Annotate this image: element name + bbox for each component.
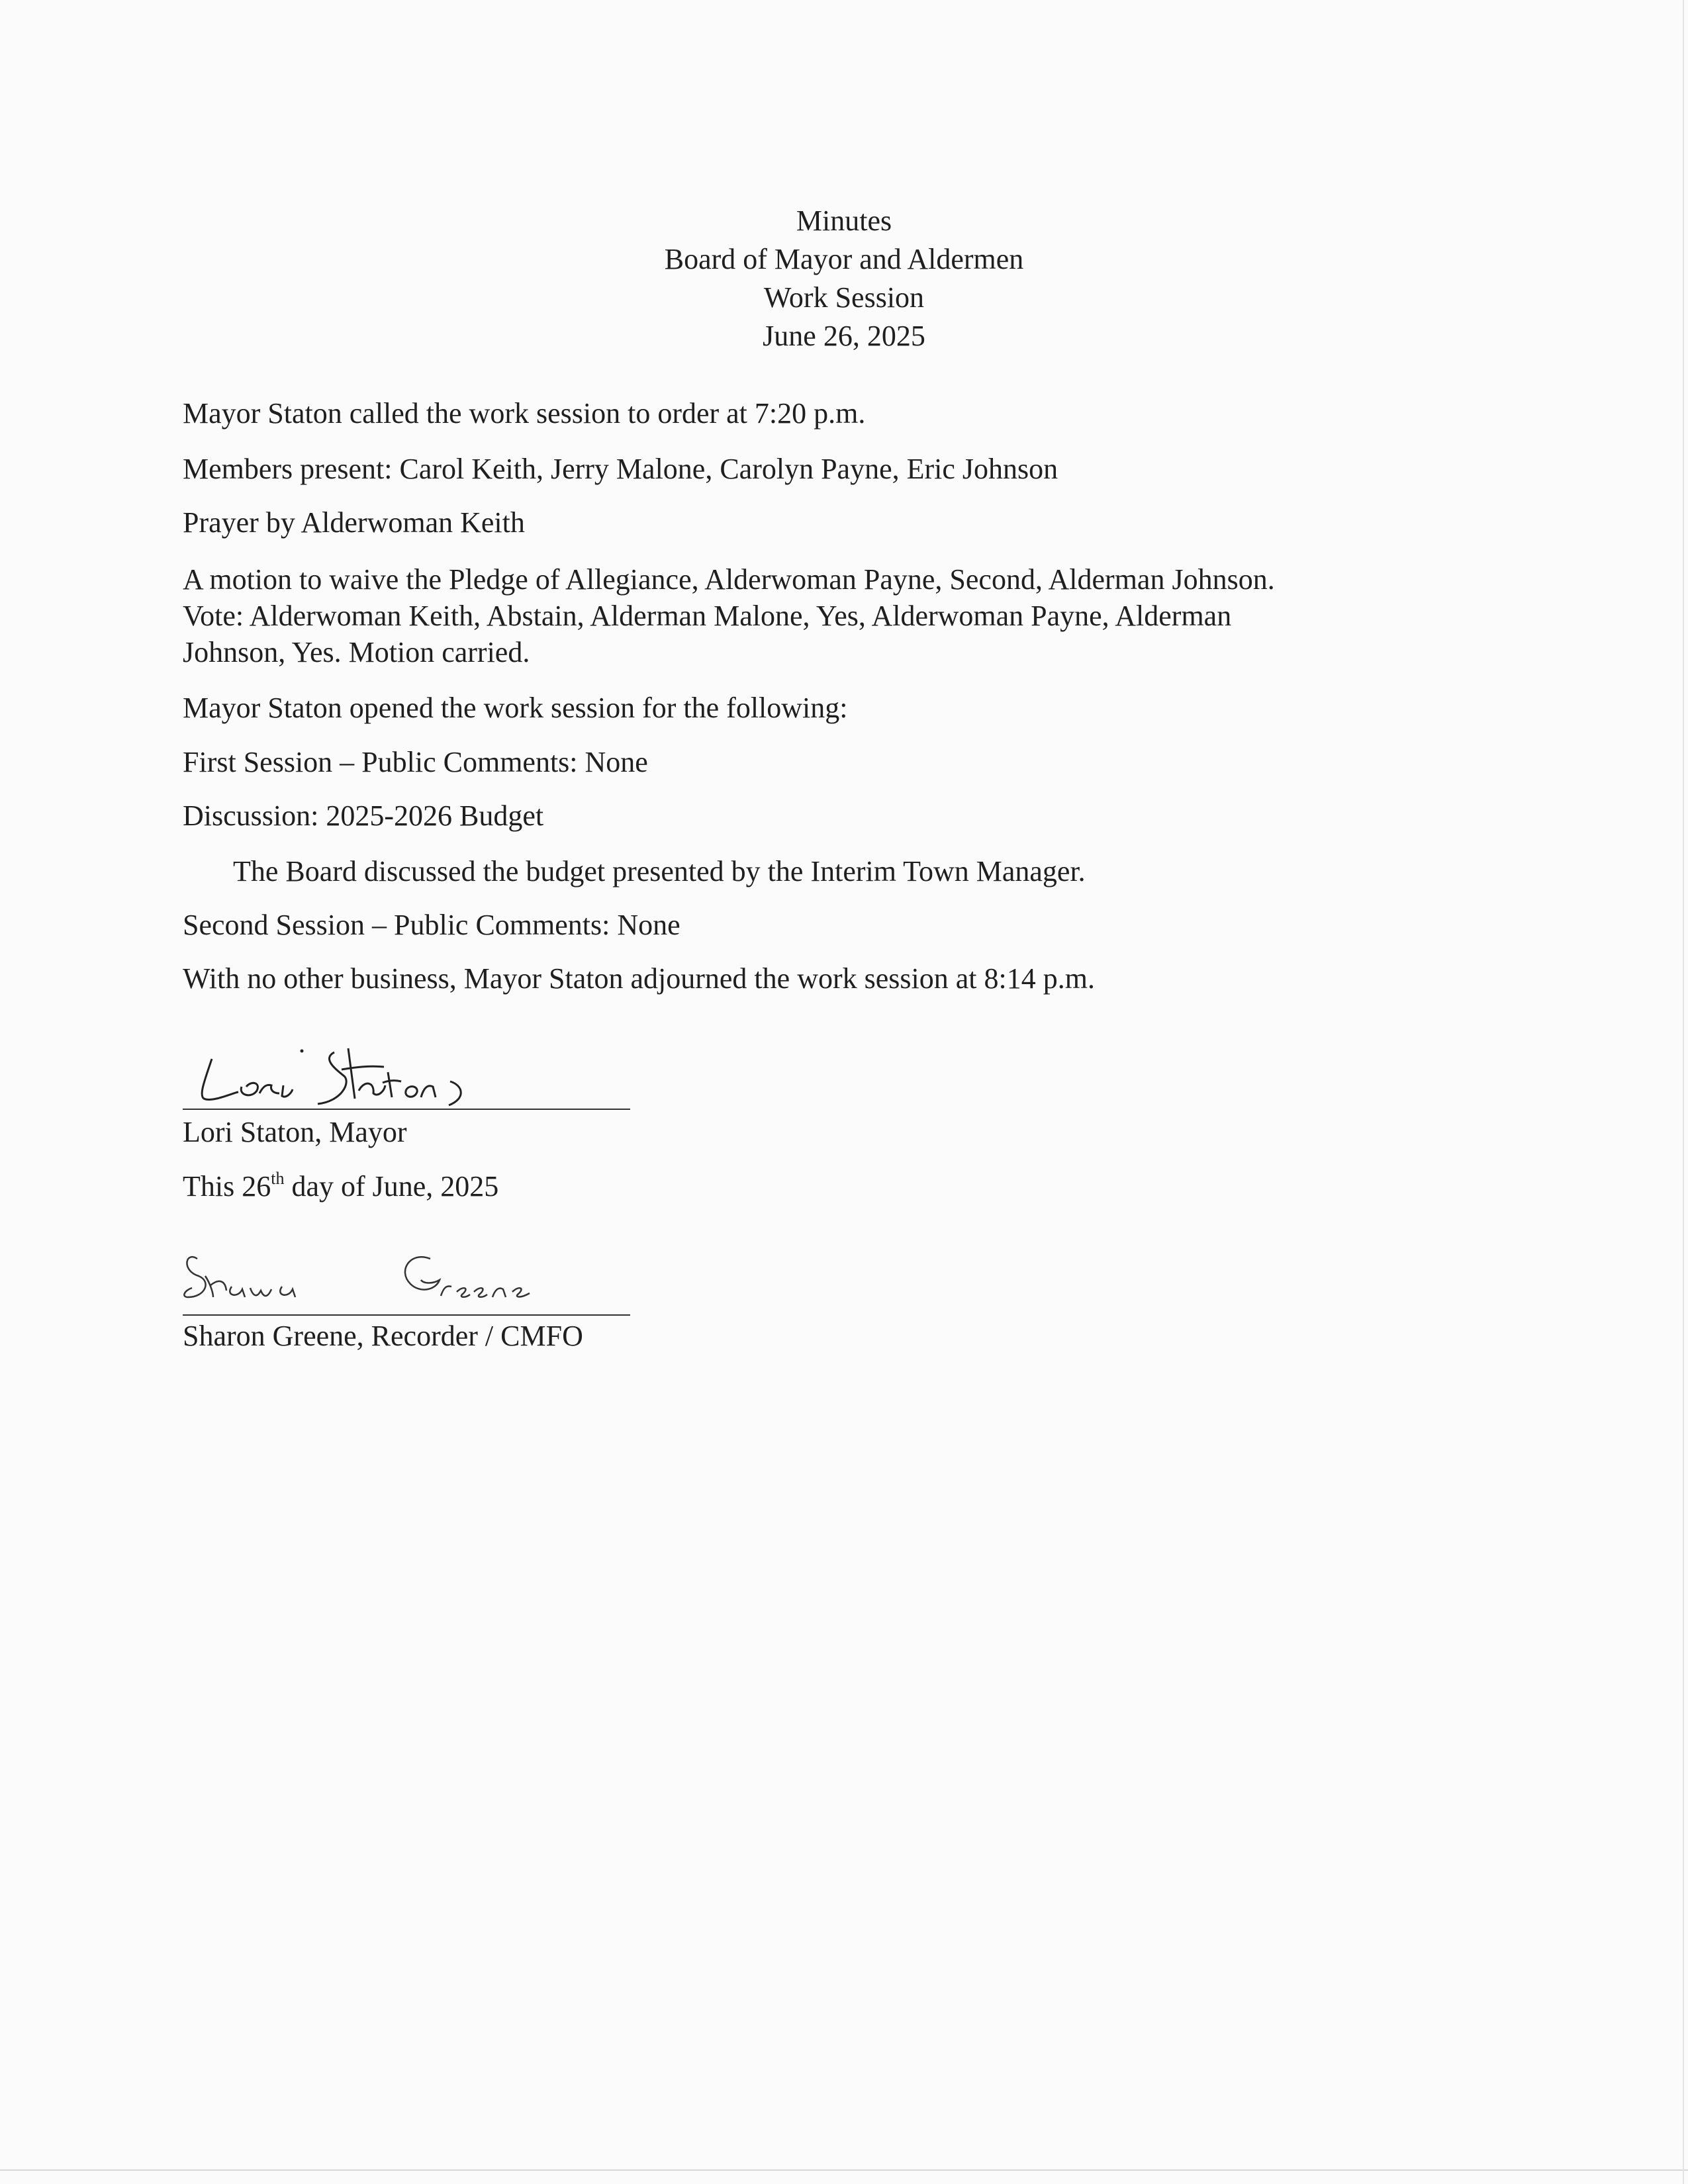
- discussion-detail-text: The Board discussed the budget presented by the Interim Town Manager.: [233, 855, 1086, 887]
- scan-edge-bottom: [0, 2169, 1688, 2171]
- recorder-signature: [179, 1244, 576, 1320]
- scan-edge-right: [1683, 0, 1684, 2184]
- motion-text-line-2: Vote: Alderwoman Keith, Abstain, Alderman Malone, Yes, Alderwoman Payne, Alderman: [183, 600, 1232, 632]
- prayer-text: Prayer by Alderwoman Keith: [183, 506, 525, 539]
- discussion-text: Discussion: 2025-2026 Budget: [183, 799, 544, 832]
- first-session-text: First Session – Public Comments: None: [183, 746, 648, 778]
- opened-session-text: Mayor Staton opened the work session for the following:: [183, 692, 848, 724]
- mayor-signature: [185, 1032, 516, 1115]
- document-header: [0, 202, 1688, 355]
- call-to-order-text: Mayor Staton called the work session to order at 7:20 p.m.: [183, 397, 866, 430]
- motion-text-line-1: A motion to waive the Pledge of Allegiance, Alderwoman Payne, Second, Alderman Johnson.: [183, 563, 1275, 596]
- mayor-printed-name: Lori Staton, Mayor: [183, 1116, 407, 1148]
- date-prefix: This 26: [183, 1170, 271, 1203]
- recorder-printed-name: Sharon Greene, Recorder / CMFO: [183, 1320, 583, 1352]
- motion-text-line-3: Johnson, Yes. Motion carried.: [183, 636, 530, 668]
- members-present-text: Members present: Carol Keith, Jerry Malone, Carolyn Payne, Eric Johnson: [183, 453, 1058, 485]
- date-superscript: th: [271, 1169, 285, 1188]
- recorder-signature-line: [183, 1314, 630, 1316]
- mayor-sign-date: [183, 1169, 498, 1205]
- adjourned-text: With no other business, Mayor Staton adjourned the work session at 8:14 p.m.: [183, 962, 1095, 995]
- mayor-signature-line: [183, 1109, 630, 1110]
- header-session-type: Work Session: [763, 281, 925, 314]
- header-title: Minutes: [796, 205, 892, 237]
- second-session-text: Second Session – Public Comments: None: [183, 909, 680, 941]
- header-board-name: Board of Mayor and Aldermen: [664, 243, 1024, 275]
- header-date: June 26, 2025: [763, 320, 925, 352]
- date-suffix: day of June, 2025: [284, 1170, 499, 1203]
